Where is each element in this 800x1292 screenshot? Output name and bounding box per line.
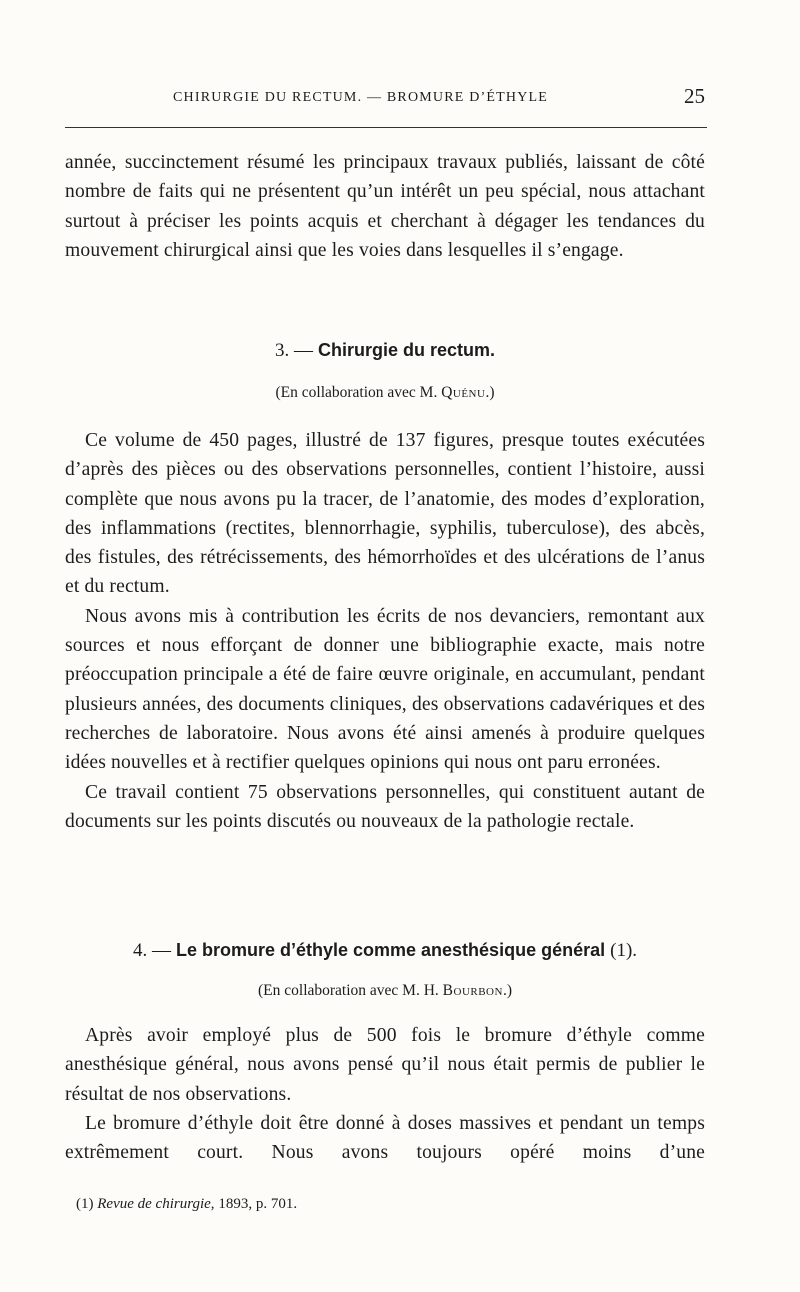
section-3-collab-name: Quénu	[441, 384, 486, 401]
section-3-collaboration	[65, 384, 705, 402]
running-head	[65, 84, 705, 114]
section-4-paragraph: Le bromure d’éthyle doit être donné à doses massives et pendant un temps extrêmement court. Nous avons toujours opéré moins d’une	[65, 1112, 705, 1164]
section-4-collab-prefix: (En collaboration avec M. H.	[258, 982, 439, 999]
section-4-paragraph: Après avoir employé plus de 500 fois le bromure d’éthyle comme anesthésique général, nous avons pensé qu’il nous était permis de publier le résultat de nos observations.	[65, 1025, 705, 1105]
section-4-heading	[65, 940, 705, 962]
footnote	[76, 1196, 297, 1213]
section-4-collab-suffix: .)	[502, 982, 512, 999]
section-3-heading	[65, 340, 705, 362]
intro-paragraph	[65, 148, 705, 265]
section-4-number: 4. —	[132, 940, 171, 961]
section-3-number: 3. —	[274, 340, 313, 361]
section-3-collab-prefix: (En collaboration avec M.	[275, 384, 438, 401]
intro-text: année, succinctement résumé les principaux travaux publiés, laissant de côté nombre de faits qui ne présentent qu’un intérêt un peu spécial, nous attachant surtout à préciser les points acquis et cherchant à dégager les tendances du mouvement chirurgical ainsi que les voies dans lesquelles il s’engage.	[65, 152, 705, 261]
section-3-paragraph: Ce volume de 450 pages, illustré de 137 figures, presque toutes exécutées d’après des pièces ou des observations personnelles, contient l’histoire, aussi complète que nous avons pu la tracer, de l’anatomie, des modes d’exploration, des inflammations (rectites, blennorrhagie, syphilis, tuberculose), des abcès, des fistules, des rétrécissements, des hémorrhoïdes et des ulcérations de l’anus et du rectum.	[65, 430, 705, 598]
footnote-journal: Revue de chirurgie,	[97, 1196, 215, 1212]
footnote-marker: (1)	[76, 1196, 94, 1212]
section-3-paragraph: Ce travail contient 75 observations personnelles, qui constituent autant de documents sur les points discutés ou nouveaux de la pathologie rectale.	[65, 781, 705, 832]
section-4-footnote-ref: (1).	[610, 940, 638, 961]
page-number: 25	[684, 84, 705, 108]
section-3-paragraph: Nous avons mis à contribution les écrits de nos devanciers, remontant aux sources et nous efforçant de donner une bibliographie exacte, mais notre préoccupation principale a été de faire œuvre originale, en accumulant, pendant plusieurs années, des documents cliniques, des observations cadavériques et des recherches de laboratoire. Nous avons été ainsi amenés à produire quelques idées nouvelles et à rectifier quelques opinions qui nous ont paru erronées.	[65, 605, 705, 774]
footnote-details: 1893, p. 701.	[218, 1196, 298, 1212]
running-title: CHIRURGIE DU RECTUM. — BROMURE D’ÉTHYLE	[173, 90, 549, 105]
section-4-collab-name: Bourbon	[442, 982, 503, 999]
section-3-body	[65, 426, 705, 836]
section-4-body	[65, 1021, 705, 1167]
section-3-title: Chirurgie du rectum.	[317, 340, 496, 360]
section-4-title: Le bromure d’éthyle comme anesthésique général	[175, 940, 606, 960]
section-4-collaboration	[65, 982, 705, 1000]
header-rule	[65, 127, 707, 128]
section-3-collab-suffix: .)	[485, 384, 495, 401]
